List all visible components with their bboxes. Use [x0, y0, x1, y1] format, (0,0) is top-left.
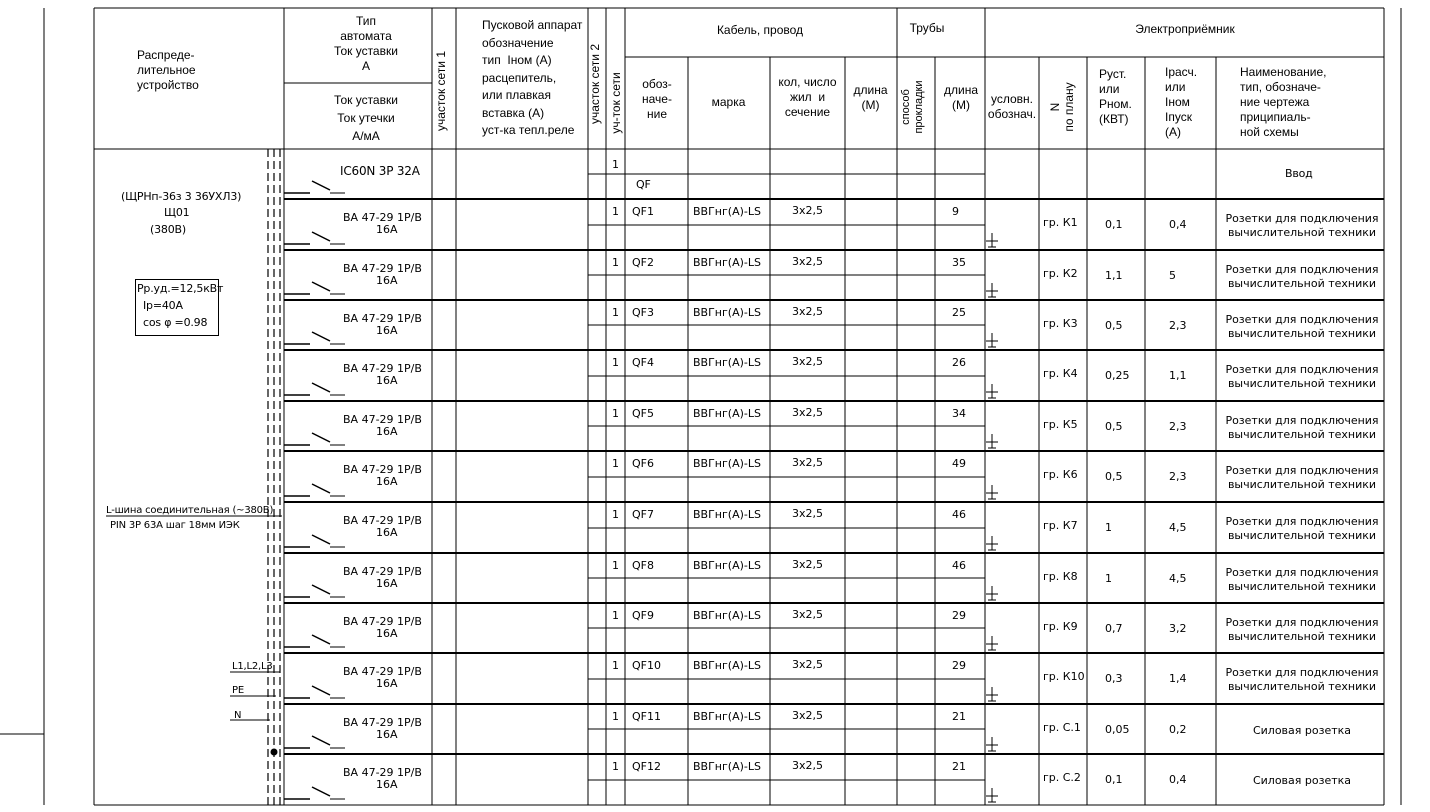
switch-contact: [312, 433, 330, 442]
panel-name-line1: (ЩРНп-36з 3 36УХЛ3): [121, 190, 242, 203]
hdr-cable-desig: обоз- наче- ние: [642, 77, 672, 121]
row-breaker-type: ВА 47-29 1Р/В: [343, 463, 422, 476]
row-breaker-setting: 16А: [376, 274, 398, 287]
row-breaker-type: ВА 47-29 1Р/В: [343, 362, 422, 375]
row-cable-length: 21: [952, 710, 966, 723]
row-cable-brand: ВВГнг(А)-LS: [693, 508, 761, 521]
row-breaker-setting: 16А: [376, 577, 398, 590]
switch-contact: [312, 635, 330, 644]
switch-contact: [312, 383, 330, 392]
row-power: 1: [1105, 521, 1112, 534]
hdr-receiver-group: Электроприёмник: [1135, 22, 1235, 36]
row-receiver-name: Розетки для подключения вычислительной техники: [1225, 414, 1379, 441]
row-cable-length: 34: [952, 407, 966, 420]
row-cable-brand: ВВГнг(А)-LS: [693, 306, 761, 319]
row-current: 4,5: [1169, 572, 1187, 585]
bus-node: [271, 749, 278, 756]
switch-contact: [312, 736, 330, 745]
row-qf-designation: QF4: [632, 356, 654, 369]
row-current: 0,2: [1169, 723, 1187, 736]
row-cable-brand: ВВГнг(А)-LS: [693, 559, 761, 572]
hdr-pipe-method: способ прокладки: [900, 80, 925, 134]
input-qf: QF: [636, 178, 651, 191]
row-cable-length: 9: [952, 205, 959, 218]
row-plan-number: гр. С.1: [1043, 721, 1081, 734]
switch-contact: [312, 484, 330, 493]
switch-contact: [312, 686, 330, 695]
row-power: 1: [1105, 572, 1112, 585]
row-breaker-setting: 16А: [376, 526, 398, 539]
row-power: 0,7: [1105, 622, 1123, 635]
row-cable-length: 29: [952, 659, 966, 672]
hdr-cable-cores: кол, число жил и сечение: [778, 75, 837, 119]
row-breaker-setting: 16А: [376, 677, 398, 690]
bus-line1: L-шина соединительная (~380В): [106, 505, 274, 516]
row-section-number: 1: [612, 508, 619, 521]
row-qf-designation: QF5: [632, 407, 654, 420]
row-plan-number: гр. К2: [1043, 267, 1078, 280]
row-plan-number: гр. К7: [1043, 519, 1078, 532]
row-plan-number: гр. К6: [1043, 468, 1078, 481]
row-power: 0,1: [1105, 773, 1123, 786]
row-receiver-name: Розетки для подключения вычислительной техники: [1225, 263, 1379, 290]
panel-name-line2: Щ01: [164, 206, 190, 219]
row-cable-brand: ВВГнг(А)-LS: [693, 659, 761, 672]
row-cable-brand: ВВГнг(А)-LS: [693, 356, 761, 369]
row-cable-length: 21: [952, 760, 966, 773]
row-power: 0,5: [1105, 420, 1123, 433]
row-cable-length: 29: [952, 609, 966, 622]
row-cable-brand: ВВГнг(А)-LS: [693, 710, 761, 723]
row-breaker-setting: 16А: [376, 627, 398, 640]
row-section-number: 1: [612, 256, 619, 269]
row-breaker-setting: 16А: [376, 475, 398, 488]
row-breaker-type: ВА 47-29 1Р/В: [343, 665, 422, 678]
hdr-rcv-name: Наименование, тип, обозначе- ние чертежа приципиаль- ной схемы: [1240, 65, 1327, 139]
row-breaker-type: ВА 47-29 1Р/В: [343, 312, 422, 325]
row-current: 0,4: [1169, 218, 1187, 231]
row-power: 0,5: [1105, 319, 1123, 332]
row-breaker-setting: 16А: [376, 374, 398, 387]
row-breaker-type: ВА 47-29 1Р/В: [343, 716, 422, 729]
row-receiver-name: Розетки для подключения вычислительной техники: [1225, 566, 1379, 593]
row-breaker-setting: 16А: [376, 778, 398, 791]
row-cable-cores: 3х2,5: [792, 406, 824, 419]
row-receiver-name: Силовая розетка: [1252, 724, 1352, 737]
row-current: 5: [1169, 269, 1176, 282]
row-qf-designation: QF1: [632, 205, 654, 218]
row-current: 4,5: [1169, 521, 1187, 534]
row-current: 2,3: [1169, 470, 1187, 483]
row-receiver-name: Розетки для подключения вычислительной техники: [1225, 666, 1379, 693]
row-cable-brand: ВВГнг(А)-LS: [693, 407, 761, 420]
row-power: 0,25: [1105, 369, 1130, 382]
row-breaker-type: ВА 47-29 1Р/В: [343, 211, 422, 224]
bus-pe: PE: [232, 685, 244, 696]
hdr-pipes-group: Трубы: [909, 21, 945, 35]
row-cable-length: 25: [952, 306, 966, 319]
row-receiver-name: Розетки для подключения вычислительной техники: [1225, 313, 1379, 340]
row-cable-brand: ВВГнг(А)-LS: [693, 205, 761, 218]
row-current: 1,4: [1169, 672, 1187, 685]
row-cable-cores: 3х2,5: [792, 608, 824, 621]
row-qf-designation: QF3: [632, 306, 654, 319]
row-cable-cores: 3х2,5: [792, 456, 824, 469]
row-plan-number: гр. К1: [1043, 216, 1078, 229]
switch-contact: [312, 787, 330, 796]
bus-n: N: [234, 710, 242, 721]
hdr-section-cur: уч-ток сети: [609, 72, 623, 134]
bus-l123: L1,L2,L3: [232, 661, 273, 672]
hdr-rcv-power: Руст. или Рном. (КВТ): [1099, 67, 1132, 126]
row-cable-cores: 3х2,5: [792, 305, 824, 318]
row-breaker-type: ВА 47-29 1Р/В: [343, 766, 422, 779]
row-qf-designation: QF6: [632, 457, 654, 470]
row-qf-designation: QF11: [632, 710, 661, 723]
row-breaker-type: ВА 47-29 1Р/В: [343, 514, 422, 527]
row-section-number: 1: [612, 306, 619, 319]
row-qf-designation: QF9: [632, 609, 654, 622]
row-power: 0,5: [1105, 470, 1123, 483]
row-qf-designation: QF8: [632, 559, 654, 572]
row-breaker-type: ВА 47-29 1Р/В: [343, 262, 422, 275]
row-plan-number: гр. К9: [1043, 620, 1078, 633]
switch-contact: [312, 585, 330, 594]
hdr-rcv-plan: N по плану: [1048, 82, 1076, 132]
row-cable-cores: 3х2,5: [792, 709, 824, 722]
hdr-rcv-symbol: условн. обознач.: [987, 92, 1037, 121]
row-section-number: 1: [612, 205, 619, 218]
switch-contact: [312, 282, 330, 291]
row-plan-number: гр. К3: [1043, 317, 1078, 330]
row-qf-designation: QF12: [632, 760, 661, 773]
row-cable-length: 46: [952, 559, 966, 572]
hdr-section2: участок сети 2: [588, 43, 602, 125]
row-current: 1,1: [1169, 369, 1187, 382]
row-power: 0,3: [1105, 672, 1123, 685]
row-breaker-setting: 16А: [376, 728, 398, 741]
row-breaker-type: ВА 47-29 1Р/В: [343, 615, 422, 628]
hdr-cable-group: Кабель, провод: [716, 23, 804, 37]
bus-line2: PIN 3P 63A шаг 18мм ИЭК: [110, 520, 240, 531]
row-plan-number: гр. К4: [1043, 367, 1078, 380]
row-cable-length: 26: [952, 356, 966, 369]
switch-contact: [312, 332, 330, 341]
row-current: 3,2: [1169, 622, 1187, 635]
row-qf-designation: QF7: [632, 508, 654, 521]
row-cable-cores: 3х2,5: [792, 255, 824, 268]
row-section-number: 1: [612, 457, 619, 470]
hdr-cable-brand: марка: [711, 95, 746, 109]
row-breaker-type: ВА 47-29 1Р/В: [343, 413, 422, 426]
row-cable-brand: ВВГнг(А)-LS: [693, 609, 761, 622]
input-breaker: IC60N 3P 32A: [340, 164, 420, 178]
hdr-pipe-length: длина (М): [943, 83, 978, 112]
row-breaker-setting: 16А: [376, 324, 398, 337]
input-name: Ввод: [1285, 167, 1313, 180]
switch-contact: [312, 232, 330, 241]
hdr-starter: Пусковой аппарат обозначение тип Iном (А) расцепитель, или плавкая вставка (А) уст-ка тепл.реле: [482, 18, 583, 137]
row-receiver-name: Силовая розетка: [1252, 774, 1352, 787]
hdr-breaker-type: Тип автомата Ток уставки А: [334, 14, 398, 73]
row-qf-designation: QF2: [632, 256, 654, 269]
hdr-device: Распреде- лительное устройство: [137, 48, 199, 92]
row-section-number: 1: [612, 407, 619, 420]
row-cable-length: 49: [952, 457, 966, 470]
row-receiver-name: Розетки для подключения вычислительной техники: [1225, 363, 1379, 390]
row-current: 2,3: [1169, 319, 1187, 332]
hdr-cable-length: длина (М): [853, 83, 888, 112]
hdr-rcv-current: Iрасч. или Iном Iпуск (А): [1165, 65, 1198, 139]
row-cable-cores: 3х2,5: [792, 204, 824, 217]
row-section-number: 1: [612, 356, 619, 369]
switch-contact: [312, 181, 330, 190]
row-section-number: 1: [612, 609, 619, 622]
row-cable-cores: 3х2,5: [792, 355, 824, 368]
row-power: 0,05: [1105, 723, 1130, 736]
row-current: 2,3: [1169, 420, 1187, 433]
row-receiver-name: Розетки для подключения вычислительной техники: [1225, 212, 1379, 239]
row-section-number: 1: [612, 559, 619, 572]
row-cable-length: 35: [952, 256, 966, 269]
row-cable-brand: ВВГнг(А)-LS: [693, 760, 761, 773]
row-receiver-name: Розетки для подключения вычислительной техники: [1225, 616, 1379, 643]
panel-current: Iр=40А: [143, 299, 183, 312]
row-breaker-setting: 16А: [376, 425, 398, 438]
row-receiver-name: Розетки для подключения вычислительной техники: [1225, 464, 1379, 491]
row-cable-brand: ВВГнг(А)-LS: [693, 256, 761, 269]
row-plan-number: гр. К10: [1043, 670, 1085, 683]
row-current: 0,4: [1169, 773, 1187, 786]
switch-contact: [312, 535, 330, 544]
row-cable-length: 46: [952, 508, 966, 521]
row-power: 0,1: [1105, 218, 1123, 231]
row-plan-number: гр. К8: [1043, 570, 1078, 583]
row-cable-cores: 3х2,5: [792, 759, 824, 772]
row-receiver-name: Розетки для подключения вычислительной техники: [1225, 515, 1379, 542]
input-num: 1: [612, 158, 619, 171]
row-section-number: 1: [612, 760, 619, 773]
row-power: 1,1: [1105, 269, 1123, 282]
row-cable-cores: 3х2,5: [792, 658, 824, 671]
row-cable-brand: ВВГнг(А)-LS: [693, 457, 761, 470]
row-section-number: 1: [612, 710, 619, 723]
row-plan-number: гр. К5: [1043, 418, 1078, 431]
row-breaker-type: ВА 47-29 1Р/В: [343, 565, 422, 578]
panel-cos: cos φ =0.98: [143, 316, 208, 329]
hdr-breaker-leak: Ток уставки Ток утечки А/мА: [334, 93, 398, 143]
row-cable-cores: 3х2,5: [792, 558, 824, 571]
row-plan-number: гр. С.2: [1043, 771, 1081, 784]
row-qf-designation: QF10: [632, 659, 661, 672]
panel-power: Рр.уд.=12,5кВт: [137, 282, 224, 295]
row-section-number: 1: [612, 659, 619, 672]
panel-name-line3: (380В): [150, 223, 186, 236]
row-cable-cores: 3х2,5: [792, 507, 824, 520]
hdr-section1: участок сети 1: [434, 50, 448, 132]
row-breaker-setting: 16А: [376, 223, 398, 236]
